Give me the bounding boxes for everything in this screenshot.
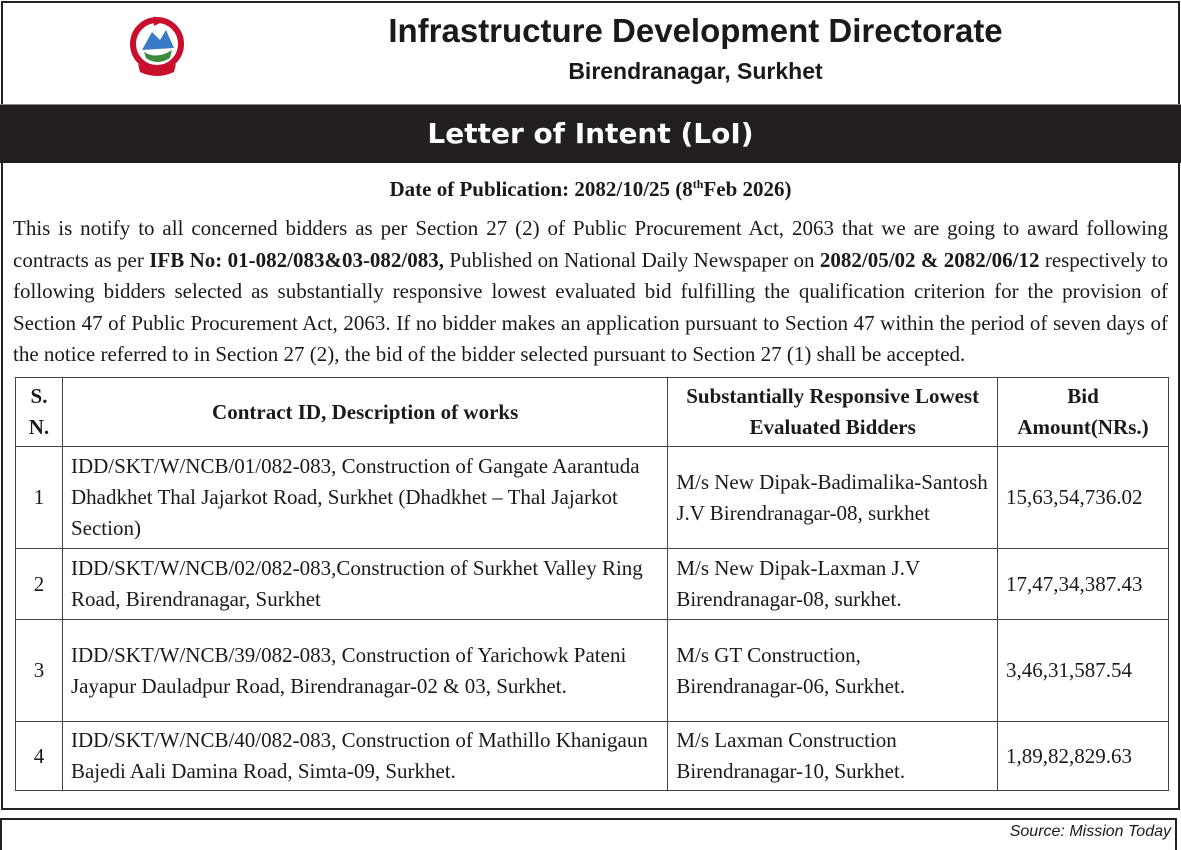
published-dates: 2082/05/02 & 2082/06/12 (819, 247, 1040, 272)
para-text: This is notify to all concerned bidders as per Section 27 (2) of Public Procurement Act, 2063 that we are going to award following contracts as per (13, 216, 1168, 272)
cell-sn: 2 (16, 549, 63, 620)
date-rest: Feb 2026) (703, 177, 792, 201)
cell-amount: 15,63,54,736.02 (998, 447, 1169, 549)
cell-amount: 3,46,31,587.54 (998, 620, 1169, 722)
footer-rule (0, 818, 1177, 850)
cell-sn: 1 (16, 447, 63, 549)
notice-paragraph (13, 213, 1168, 371)
org-title: Infrastructure Development Directorate (388, 12, 1003, 49)
header-sn: S. N. (16, 378, 63, 447)
cell-work: IDD/SKT/W/NCB/01/082-083, Construction of Gangate Aarantuda Dhadkhet Thal Jajarkot Road, Surkhet (Dhadkhet – Thal Jajarkot Section) (62, 447, 667, 549)
table-row (16, 549, 1169, 620)
cell-bidder: M/s New Dipak-Badimalika-Santosh J.V Birendranagar-08, surkhet (668, 447, 998, 549)
date-text: Date of Publication: 2082/10/25 (8 (389, 177, 693, 201)
para-text: Published on National Daily Newspaper on (444, 247, 820, 272)
cell-amount: 1,89,82,829.63 (998, 722, 1169, 791)
org-location: Birendranagar, Surkhet (568, 58, 823, 84)
source-credit: Source: Mission Today (1009, 823, 1171, 840)
para-text: respectively to following bidders selected as substantially responsive lowest evaluated bid fulfilling the qualification criterion for the provision of Section 47 of Public Procurement Act, 2063. If no bidder makes an application pursuant to Section 47 within the period of seven days of the notice referred to in Section 27 (2), the bid of the bidder selected pursuant to Section 27 (1) shall be accepted. (13, 247, 1168, 366)
cell-bidder: M/s Laxman Construction Birendranagar-10, Surkhet. (668, 722, 998, 791)
table-row (16, 447, 1169, 549)
table-row (16, 722, 1169, 791)
cell-sn: 3 (16, 620, 63, 722)
header-bidder: Substantially Responsive Lowest Evaluated Bidders (668, 378, 998, 447)
notice-banner: Letter of Intent (LoI) (0, 104, 1181, 163)
table-row (16, 620, 1169, 722)
publication-date (0, 177, 1181, 202)
header-work: Contract ID, Description of works (62, 378, 667, 447)
cell-sn: 4 (16, 722, 63, 791)
header-amount: Bid Amount(NRs.) (998, 378, 1169, 447)
cell-work: IDD/SKT/W/NCB/39/082-083, Construction of Yarichowk Pateni Jayapur Dauladpur Road, Birendranagar-02 & 03, Surkhet. (62, 620, 667, 722)
cell-bidder: M/s New Dipak-Laxman J.V Birendranagar-08, surkhet. (668, 549, 998, 620)
ifb-number: IFB No: 01-082/083&03-082/083, (149, 247, 445, 272)
cell-work: IDD/SKT/W/NCB/02/082-083,Construction of Surkhet Valley Ring Road, Birendranagar, Surkhet (62, 549, 667, 620)
nepal-emblem-logo (130, 14, 184, 80)
cell-amount: 17,47,34,387.43 (998, 549, 1169, 620)
date-sup: th (692, 177, 704, 191)
table-header-row (16, 378, 1169, 447)
cell-work: IDD/SKT/W/NCB/40/082-083, Construction of Mathillo Khanigaun Bajedi Aali Damina Road, Simta-09, Surkhet. (62, 722, 667, 791)
award-table (15, 377, 1169, 791)
cell-bidder: M/s GT Construction, Birendranagar-06, Surkhet. (668, 620, 998, 722)
